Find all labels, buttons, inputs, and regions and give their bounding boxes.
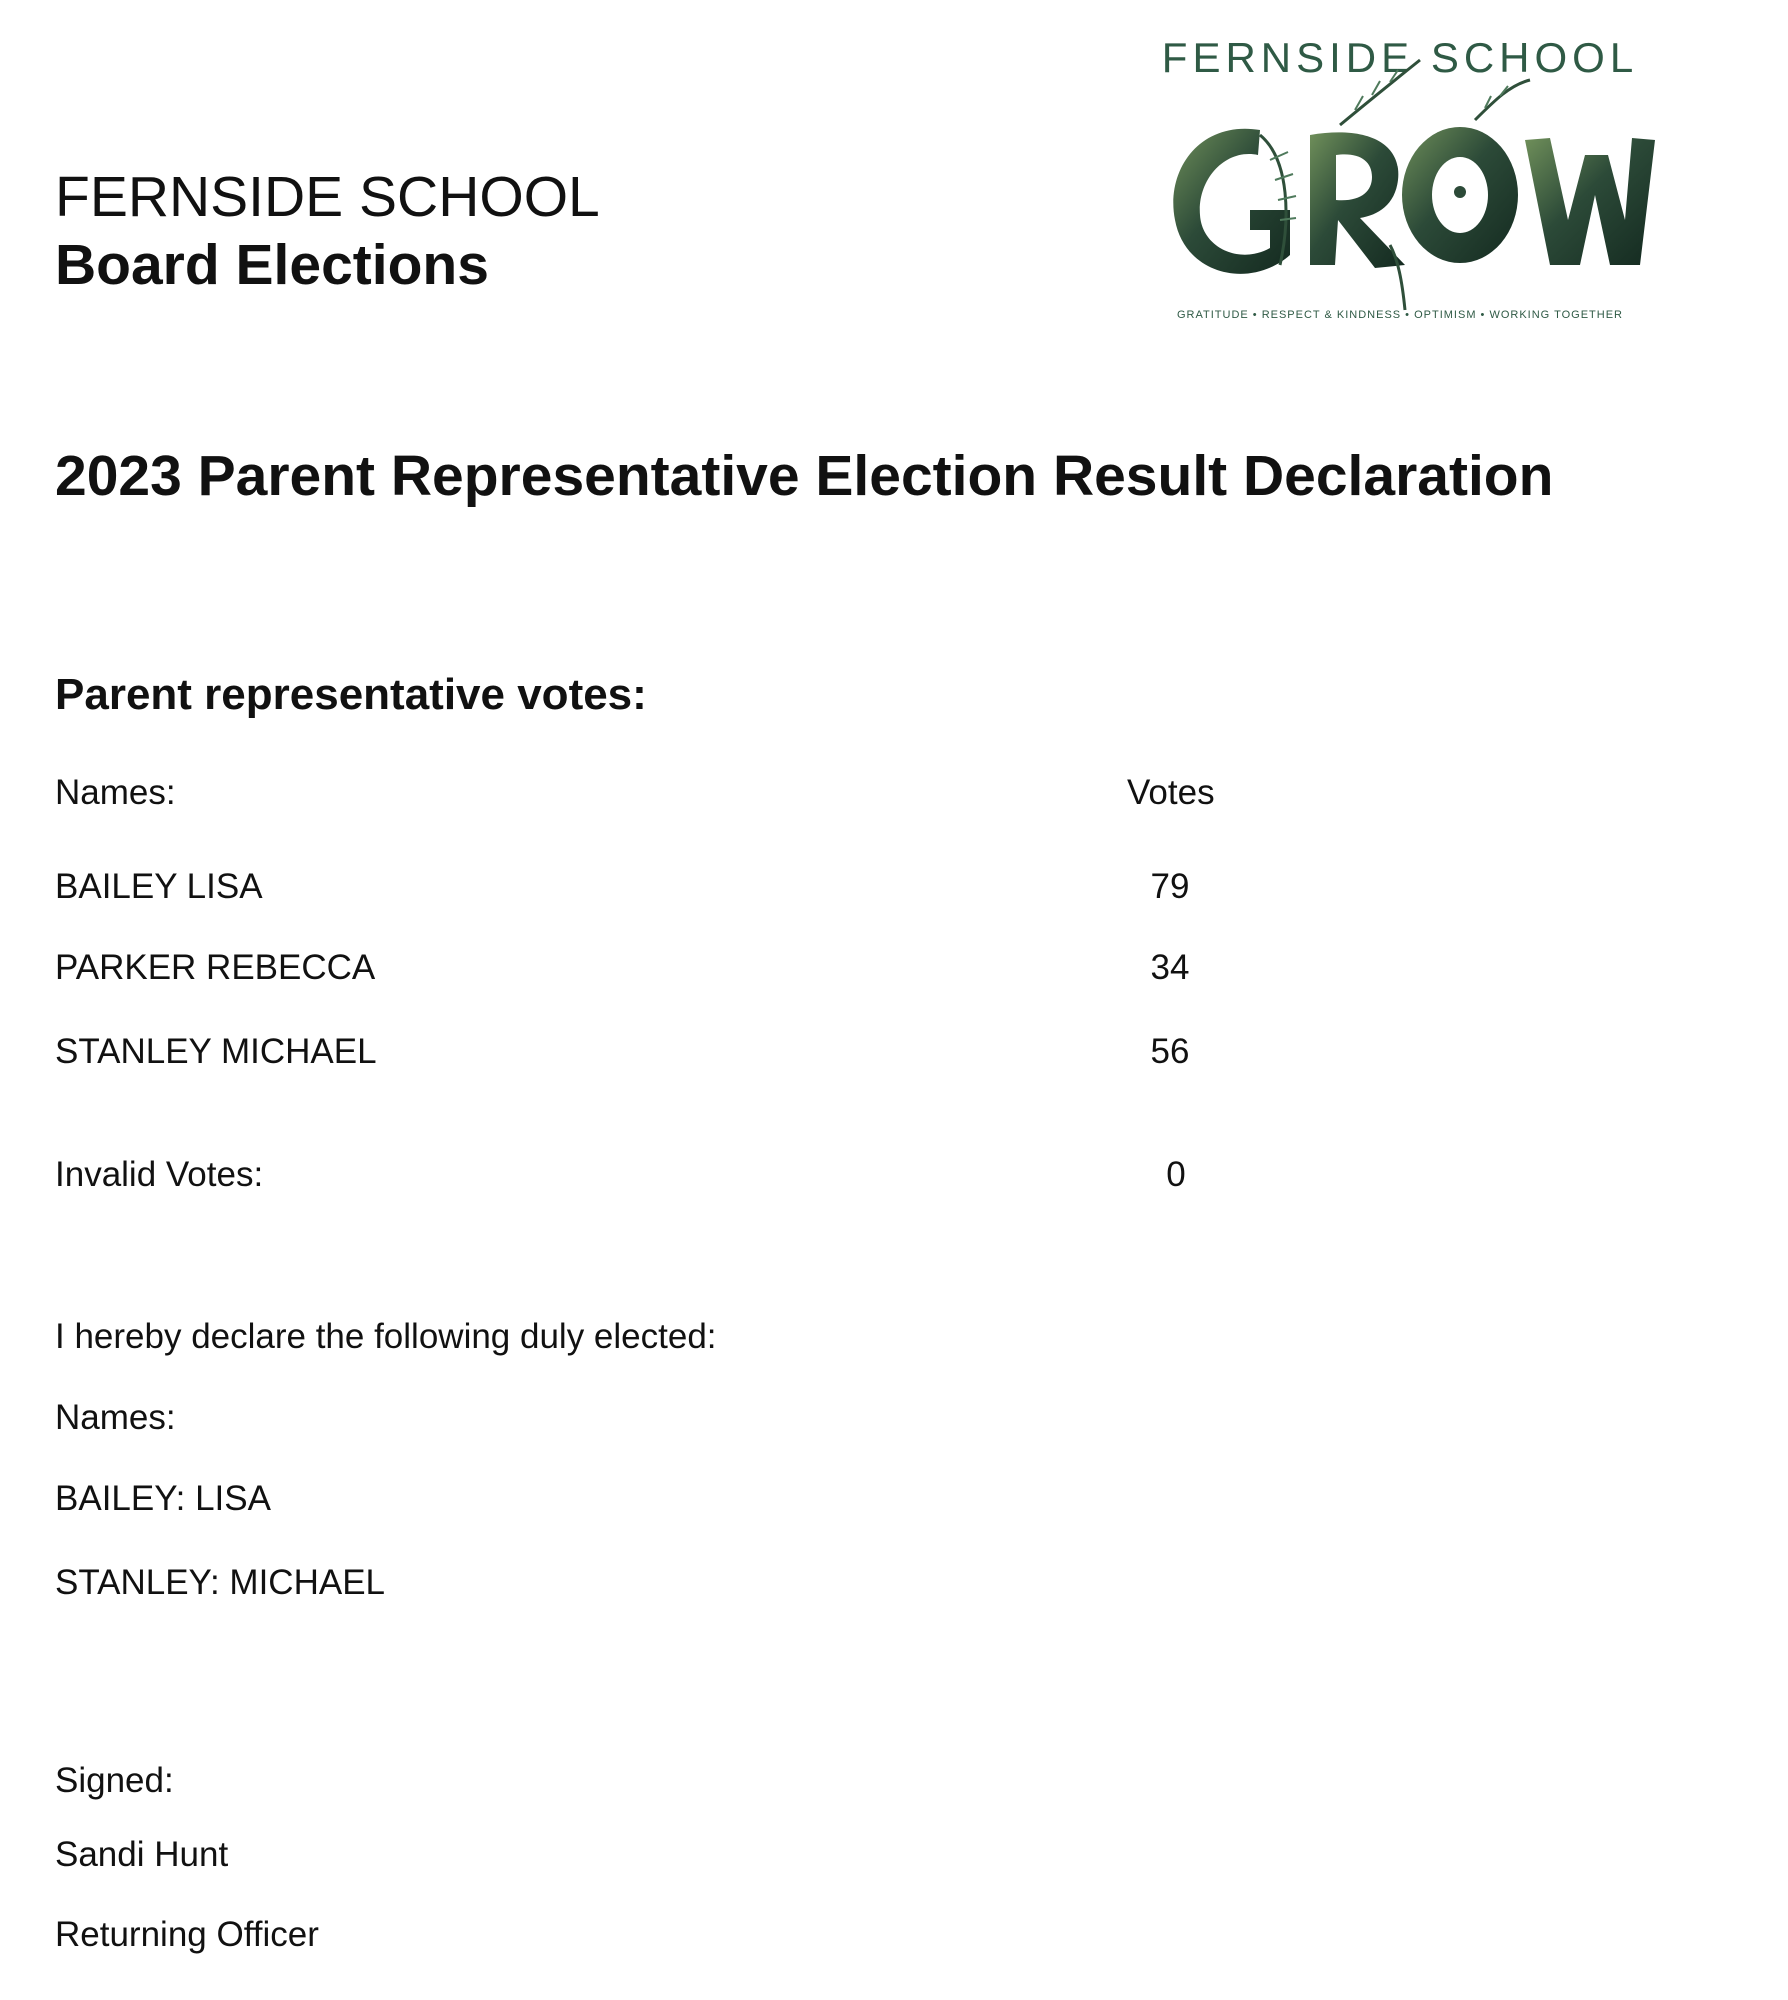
signatory-name: Sandi Hunt	[55, 1835, 229, 1874]
board-title: Board Elections	[55, 233, 489, 297]
school-logo	[1140, 20, 1660, 330]
grow-letter-cutouts	[1432, 157, 1488, 233]
signed-label: Signed:	[55, 1761, 174, 1800]
candidate-name: PARKER REBECCA	[55, 948, 376, 987]
candidate-votes: 79	[1150, 867, 1190, 906]
elected-name: STANLEY: MICHAEL	[55, 1563, 386, 1602]
logo-school-text: FERNSIDE SCHOOL	[1161, 34, 1639, 81]
candidate-votes: 34	[1150, 948, 1190, 987]
logo-values-text: GRATITUDE • RESPECT & KINDNESS • OPTIMISM • WORKING TOGETHER	[1176, 309, 1624, 321]
candidate-name: BAILEY LISA	[55, 867, 263, 906]
school-name: FERNSIDE SCHOOL	[55, 165, 600, 229]
declaration-text: I hereby declare the following duly elected:	[55, 1317, 717, 1356]
elected-names-label: Names:	[55, 1398, 176, 1437]
votes-heading: Parent representative votes:	[55, 670, 647, 719]
votes-column-header: Votes	[1127, 773, 1215, 812]
candidate-name: STANLEY MICHAEL	[55, 1032, 377, 1071]
declaration-title: 2023 Parent Representative Election Result Declaration	[55, 444, 1554, 508]
names-column-header: Names:	[55, 773, 176, 812]
signatory-role: Returning Officer	[55, 1915, 319, 1954]
elected-name: BAILEY: LISA	[55, 1479, 271, 1518]
candidate-votes: 56	[1150, 1032, 1190, 1071]
invalid-votes-label: Invalid Votes:	[55, 1155, 264, 1194]
invalid-votes-count: 0	[1166, 1155, 1186, 1194]
grow-word-art	[1173, 127, 1655, 274]
